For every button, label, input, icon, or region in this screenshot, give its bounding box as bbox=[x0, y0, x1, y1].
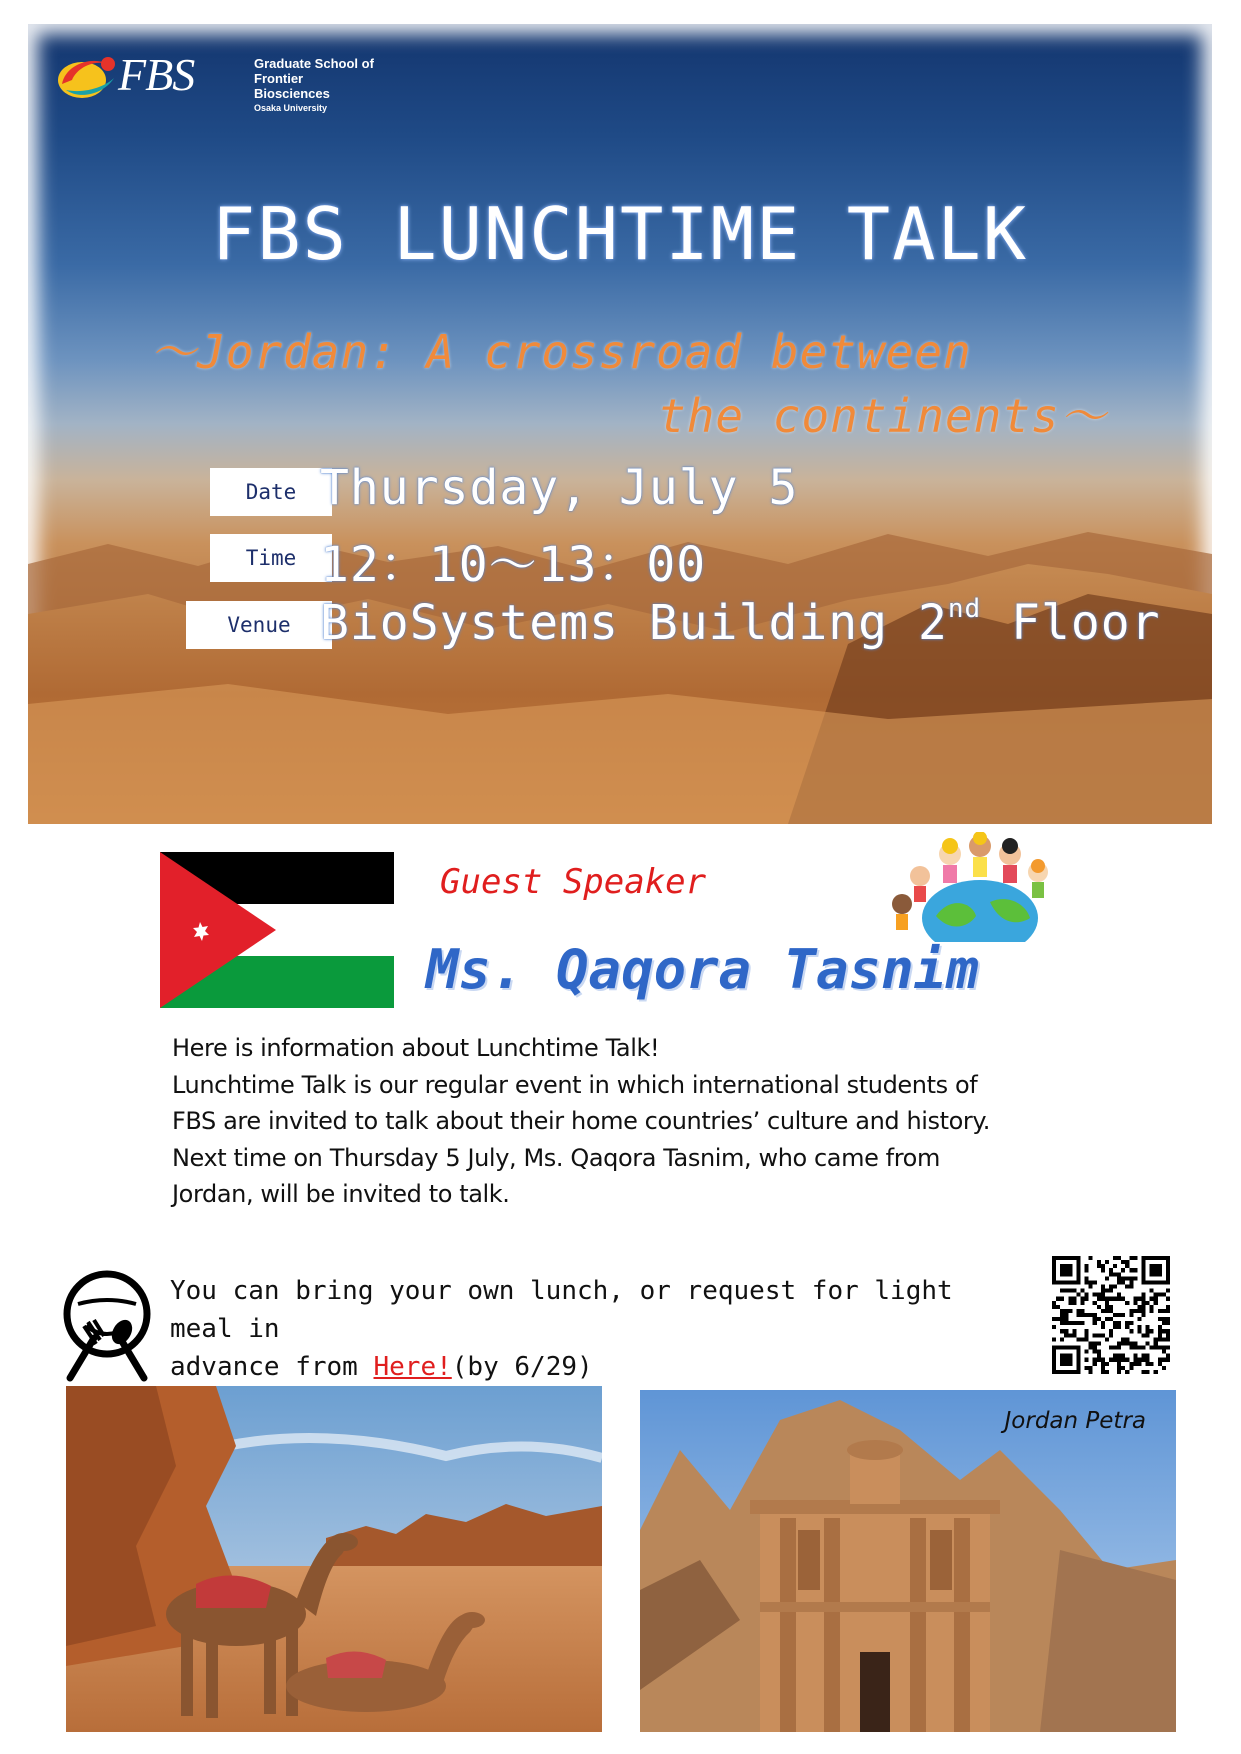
venue-value-main: BioSystems Building 2 bbox=[320, 595, 948, 651]
lunch-line-2-suffix: (by 6/29) bbox=[451, 1352, 593, 1382]
time-value: 12：10～13：00 bbox=[320, 537, 707, 593]
event-title: FBS LUNCHTIME TALK bbox=[211, 192, 1029, 276]
meal-request-link[interactable]: Here! bbox=[373, 1352, 452, 1382]
description-line-5: Jordan, will be invited to talk. bbox=[172, 1180, 510, 1208]
hero-banner bbox=[28, 24, 1212, 824]
qr-code-icon[interactable] bbox=[1052, 1256, 1170, 1374]
date-value: Thursday, July 5 bbox=[320, 460, 799, 516]
event-subtitle-line-2: the continents～ bbox=[658, 389, 1107, 443]
event-description bbox=[172, 1030, 1092, 1213]
petra-monastery-photo bbox=[640, 1390, 1176, 1732]
org-line-1: Graduate School of bbox=[254, 56, 374, 71]
event-subtitle-line-1: ～Jordan: A crossroad between bbox=[150, 325, 972, 379]
fbs-logo bbox=[56, 46, 376, 113]
venue-value bbox=[320, 594, 1161, 651]
lunch-line-2-prefix: advance from bbox=[170, 1352, 374, 1382]
petra-monastery-illustration bbox=[640, 1390, 1176, 1732]
venue-value-ordinal: nd bbox=[947, 594, 982, 624]
venue-value-end: Floor bbox=[981, 595, 1161, 651]
date-label: Date bbox=[210, 468, 332, 516]
logo-organization bbox=[254, 56, 376, 116]
children-globe-icon bbox=[880, 832, 1074, 942]
org-line-3: Osaka University bbox=[254, 103, 328, 113]
plate-fork-knife-icon bbox=[56, 1266, 158, 1384]
guest-speaker-label: Guest Speaker bbox=[440, 862, 707, 902]
jordan-flag-icon bbox=[160, 852, 394, 1008]
description-line-1: Here is information about Lunchtime Talk! bbox=[172, 1034, 660, 1062]
camel-desert-illustration bbox=[66, 1386, 602, 1732]
lunch-line-2 bbox=[170, 1348, 1030, 1386]
time-label: Time bbox=[210, 534, 332, 582]
fbs-logo-swirl-icon bbox=[56, 50, 120, 102]
venue-label: Venue bbox=[186, 601, 332, 649]
lunch-line-1: You can bring your own lunch, or request for light meal in bbox=[170, 1276, 953, 1344]
photo-caption: Jordan Petra bbox=[1004, 1408, 1146, 1434]
org-line-2: Frontier Biosciences bbox=[254, 71, 330, 101]
description-line-4: Next time on Thursday 5 July, Ms. Qaqora Tasnim, who came from bbox=[172, 1143, 940, 1172]
description-line-2: Lunchtime Talk is our regular event in which international students of bbox=[172, 1070, 978, 1099]
description-line-3: FBS are invited to talk about their home countries’ culture and history. bbox=[172, 1107, 991, 1135]
lunch-notice bbox=[170, 1272, 1030, 1386]
camel-desert-photo bbox=[66, 1386, 602, 1732]
speaker-name: Ms. Qaqora Tasnim bbox=[426, 938, 979, 1001]
logo-wordmark: FBS bbox=[118, 49, 195, 100]
